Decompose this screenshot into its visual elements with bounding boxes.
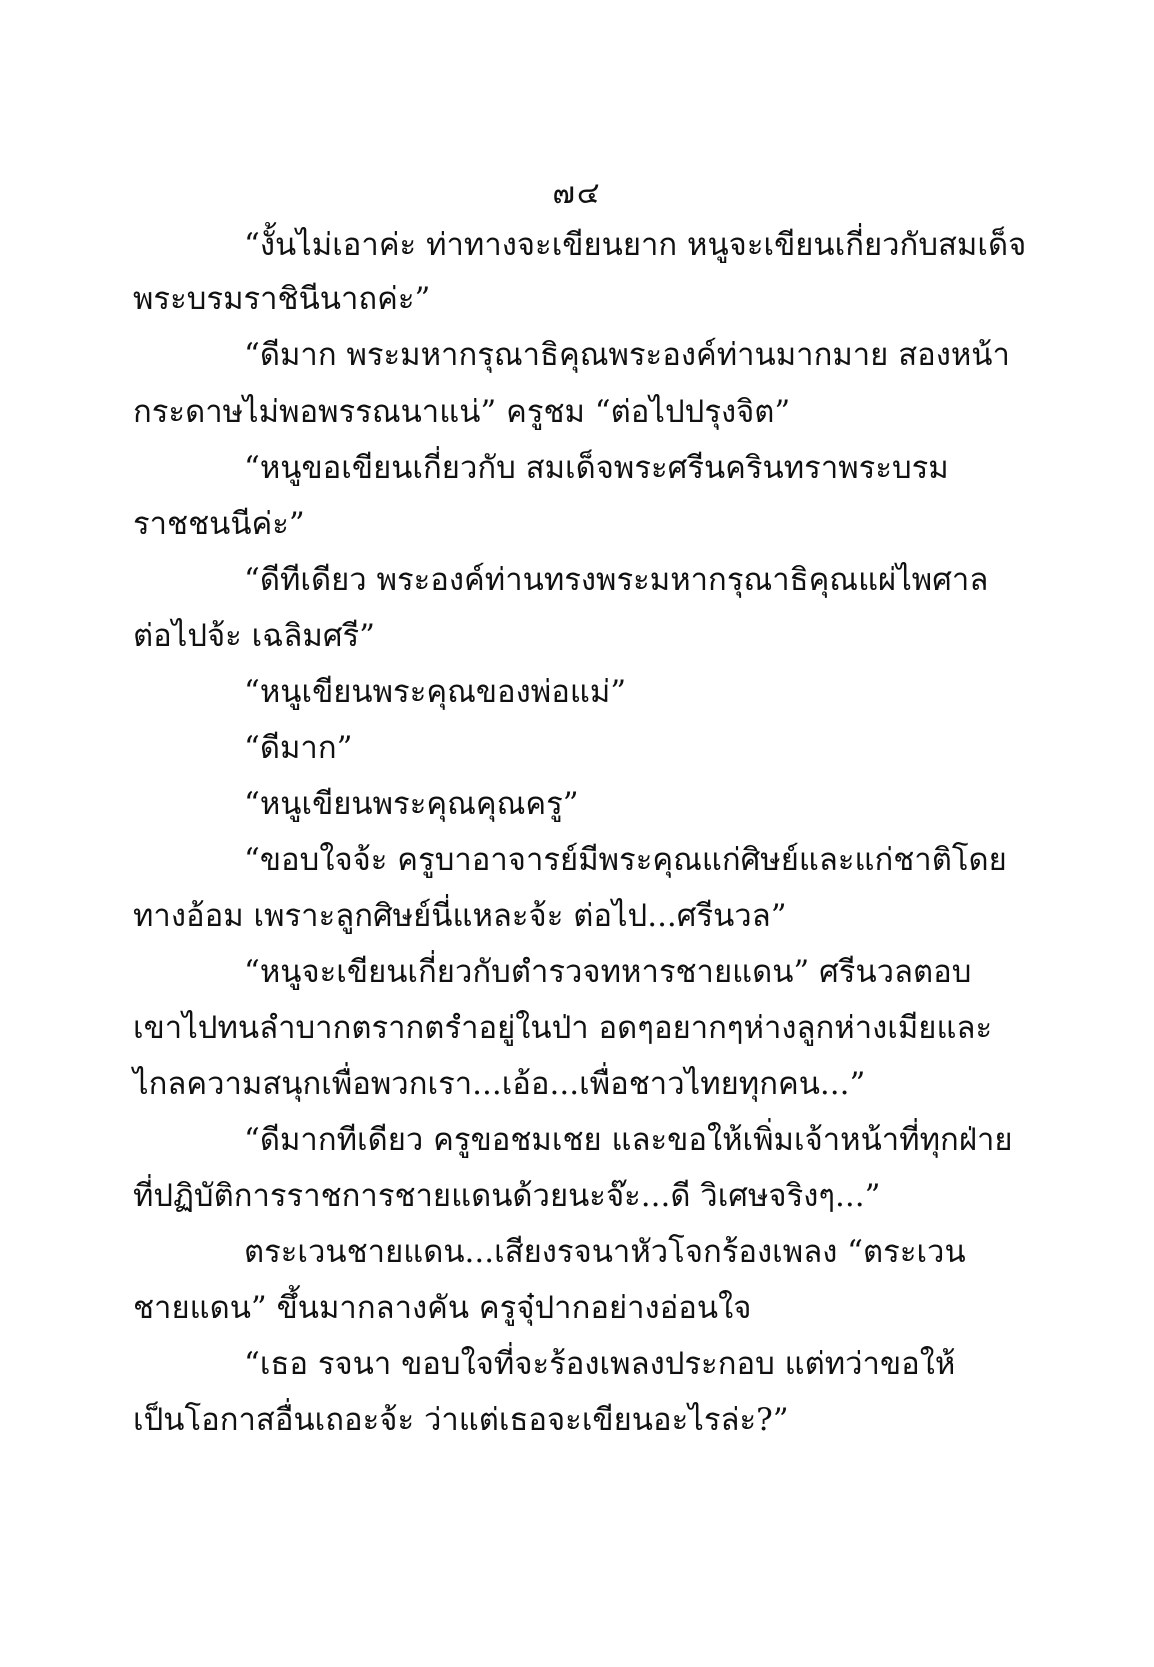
text-line: “ดีทีเดียว พระองค์ท่านทรงพระมหากรุณาธิคุณแผ่ไพศาล — [244, 562, 989, 598]
text-line: “ดีมาก พระมหากรุณาธิคุณพระองค์ท่านมากมาย สองหน้า — [244, 337, 1010, 373]
text-line: กระดาษไม่พอพรรณนาแน่” ครูชม “ต่อไปปรุงจิต” — [133, 394, 791, 430]
text-line: “ขอบใจจ้ะ ครูบาอาจารย์มีพระคุณแก่ศิษย์และแก่ชาติโดย — [244, 842, 1007, 878]
text-line: ตระเวนชายแดน...เสียงรจนาหัวโจกร้องเพลง “ตระเวน — [244, 1234, 966, 1270]
text-line: ไกลความสนุกเพื่อพวกเรา...เอ้อ...เพื่อชาวไทยทุกคน...” — [133, 1066, 866, 1102]
text-line: ราชชนนีค่ะ” — [133, 506, 305, 542]
text-line: “หนูเขียนพระคุณของพ่อแม่” — [244, 674, 627, 710]
text-line: “ดีมาก” — [244, 730, 353, 766]
text-line: “เธอ รจนา ขอบใจที่จะร้องเพลงประกอบ แต่ทว่าขอให้ — [244, 1346, 956, 1382]
text-line: ที่ปฏิบัติการราชการชายแดนด้วยนะจ๊ะ...ดี วิเศษจริงๆ...” — [133, 1178, 881, 1214]
text-line: “หนูจะเขียนเกี่ยวกับตำรวจทหารชายแดน” ศรีนวลตอบ — [244, 954, 972, 990]
text-line: พระบรมราชินีนาถค่ะ” — [133, 281, 431, 317]
text-line: เป็นโอกาสอื่นเถอะจ้ะ ว่าแต่เธอจะเขียนอะไรล่ะ?” — [133, 1402, 789, 1438]
text-line: เขาไปทนลำบากตรากตรำอยู่ในป่า อดๆอยากๆห่างลูกห่างเมียและ — [133, 1010, 993, 1046]
text-line: ทางอ้อม เพราะลูกศิษย์นี่แหละจ้ะ ต่อไป...ศรีนวล” — [133, 898, 787, 934]
text-line: “ดีมากทีเดียว ครูขอชมเชย และขอให้เพิ่มเจ้าหน้าที่ทุกฝ่าย — [244, 1122, 1013, 1158]
text-line: “งั้นไม่เอาค่ะ ท่าทางจะเขียนยาก หนูจะเขียนเกี่ยวกับสมเด็จ — [244, 227, 1027, 263]
text-line: “หนูขอเขียนเกี่ยวกับ สมเด็จพระศรีนครินทราพระบรม — [244, 450, 949, 486]
page-number: ๗๔ — [552, 176, 602, 211]
text-line: ต่อไปจ้ะ เฉลิมศรี” — [133, 618, 376, 654]
text-line: “หนูเขียนพระคุณคุณครู” — [244, 786, 579, 822]
text-line: ชายแดน” ขึ้นมากลางคัน ครูจุ๋ปากอย่างอ่อนใจ — [133, 1290, 752, 1326]
